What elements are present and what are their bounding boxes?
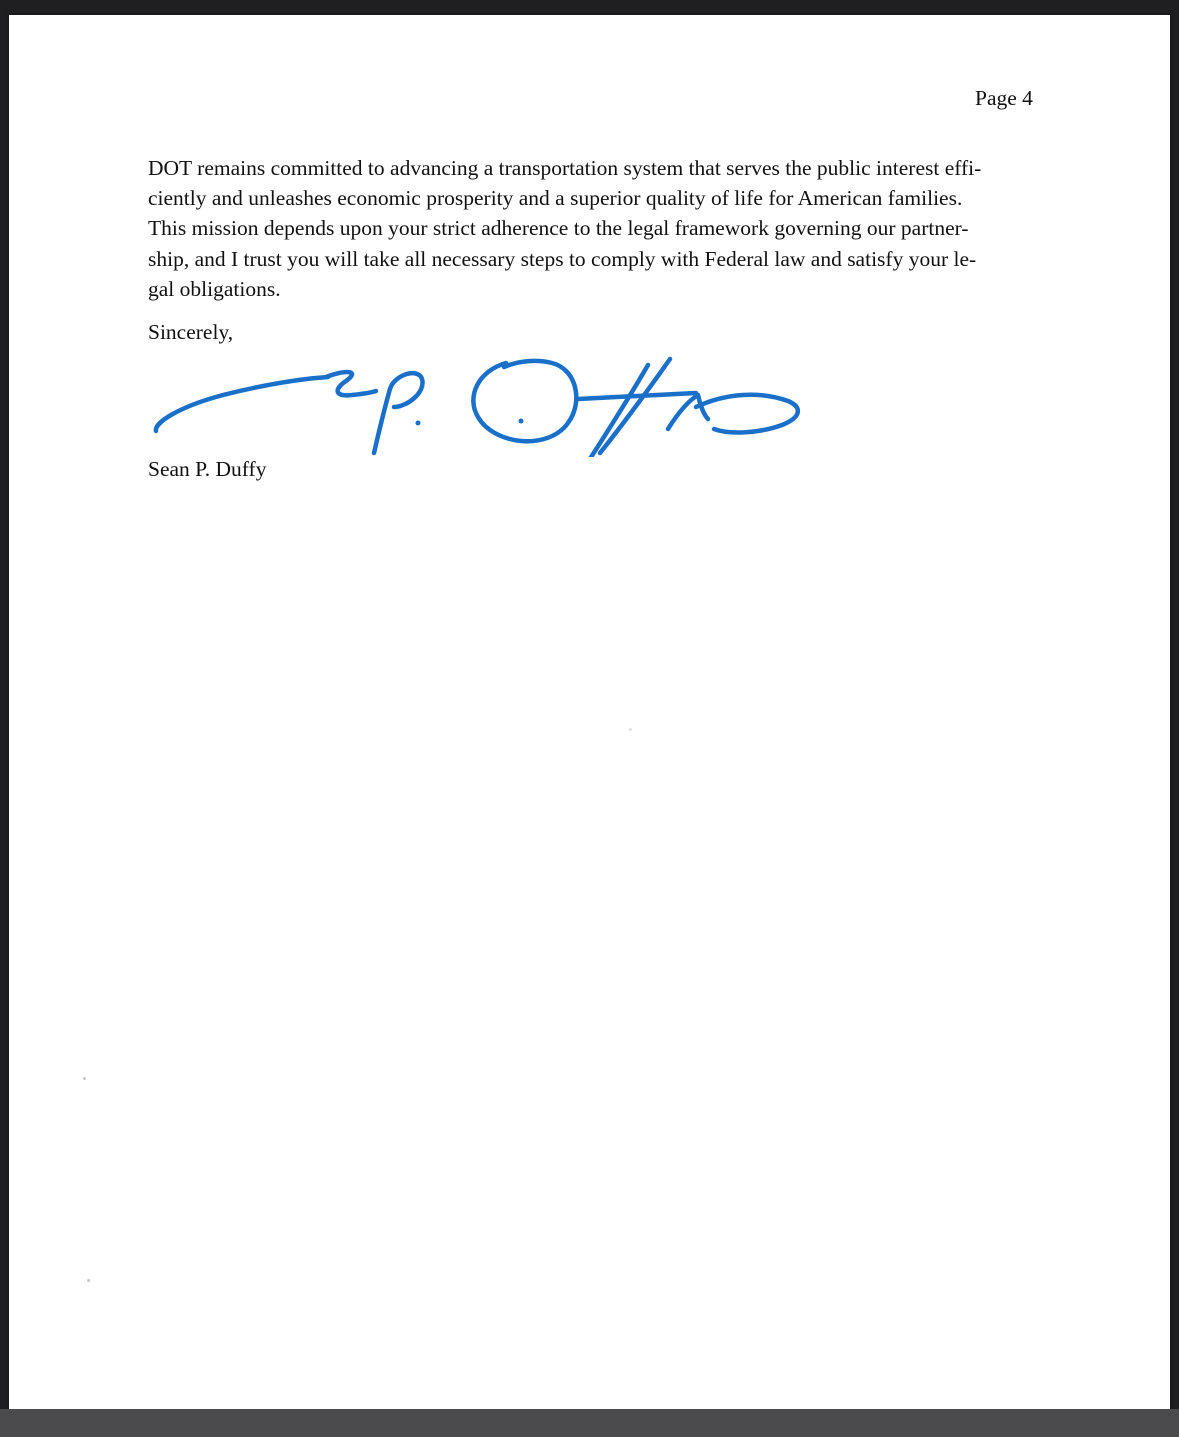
body-line: DOT remains committed to advancing a transportation system that serves the public interest effi- [148, 156, 982, 180]
document-page [9, 15, 1170, 1409]
page-number: Page 4 [975, 86, 1033, 110]
scan-speck [83, 1077, 86, 1080]
viewer-bottom-bar [0, 1409, 1179, 1437]
scan-speck [87, 1279, 90, 1282]
scan-speck [629, 728, 632, 731]
body-line: This mission depends upon your strict adherence to the legal framework governing our partner- [148, 216, 969, 241]
handwritten-signature [148, 345, 808, 457]
signer-name: Sean P. Duffy [148, 457, 267, 481]
body-paragraph [148, 153, 1038, 304]
body-line: gal obligations. [148, 276, 281, 301]
closing-salutation: Sincerely, [148, 320, 234, 344]
body-line: ciently and unleashes economic prosperity and a superior quality of life for American families. [148, 186, 963, 211]
body-line: ship, and I trust you will take all necessary steps to comply with Federal law and satisfy your le- [148, 246, 977, 271]
